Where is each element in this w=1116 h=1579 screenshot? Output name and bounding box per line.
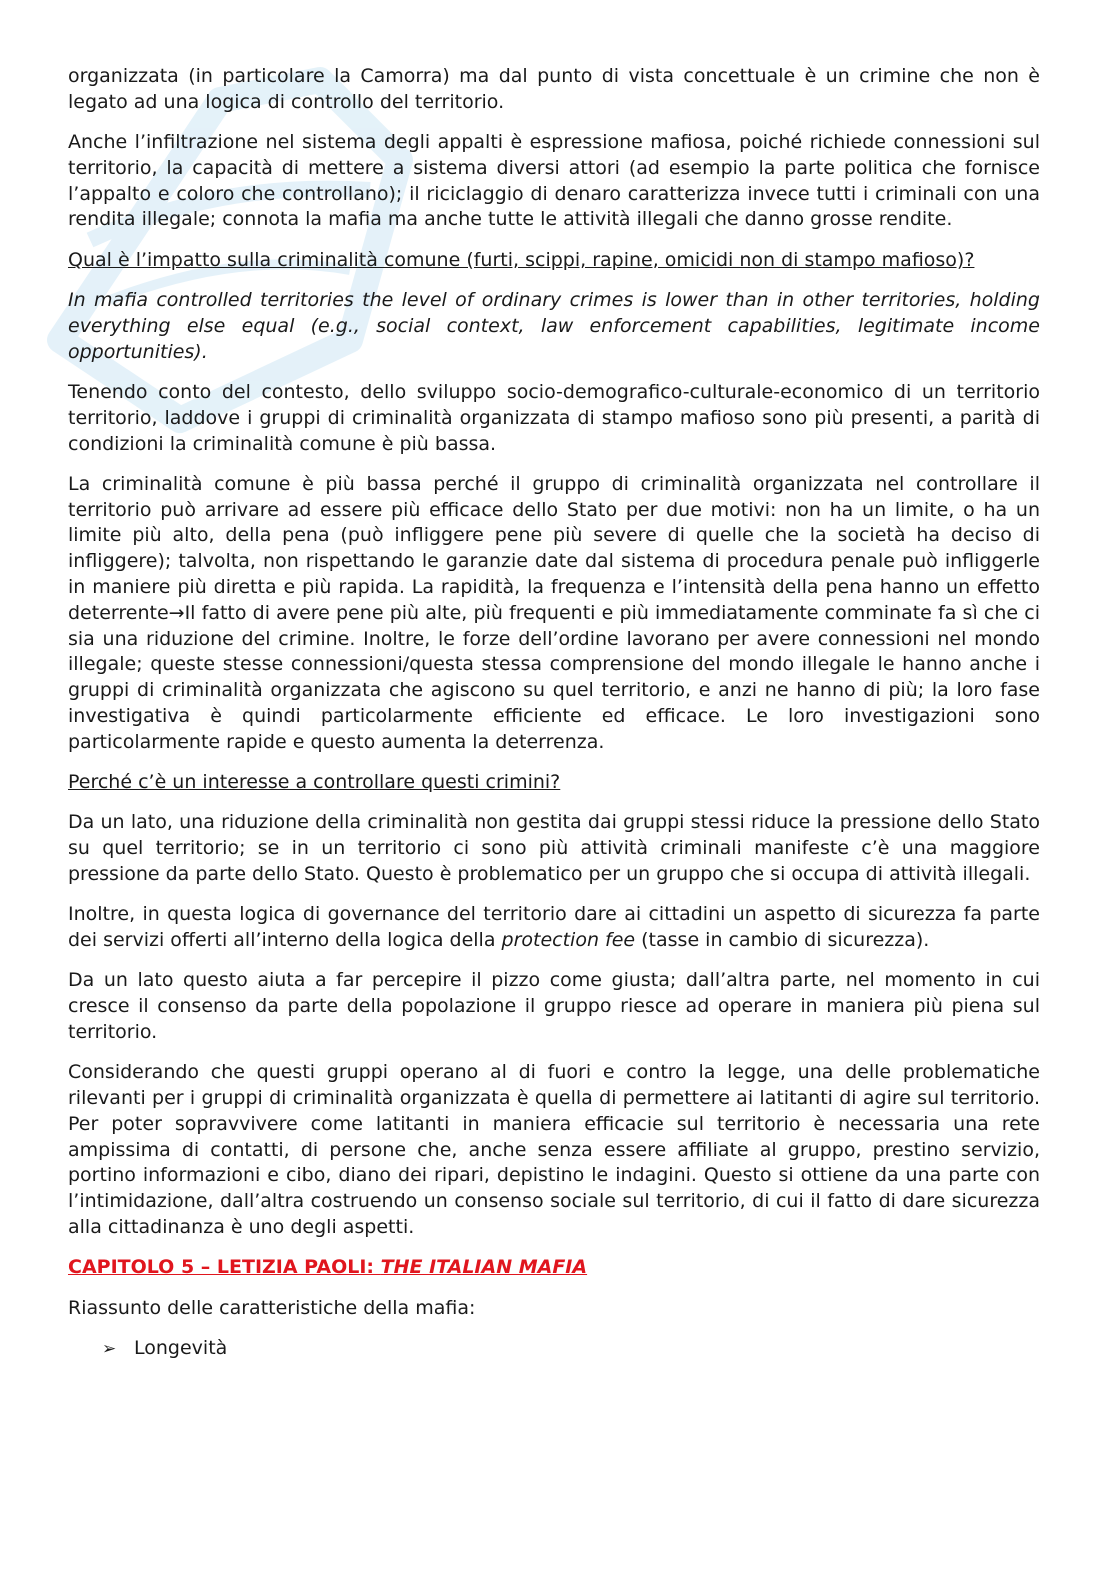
document-page	[68, 64, 1040, 1363]
paragraph-6	[68, 902, 1040, 954]
list-item-text: Longevità	[134, 1336, 228, 1359]
paragraph-4-part-b: Il fatto di avere pene più alte, più frequenti e più immediatamente comminate fa sì che ci sia una riduzione del crimine. Inoltre, le forze dell’ordine lavorano per avere connessioni nel mondo illegale; queste stesse connessioni/questa stessa comprensione del mondo illegale le hanno anche i gruppi di criminalità organizzata che agiscono su quel territorio, e anzi ne hanno di più; la loro fase investigativa è quindi particolarmente efficiente ed efficace. Le loro investigazioni sono particolarmente rapide e questo aumenta la deterrenza.	[68, 601, 1040, 753]
paragraph-2: Anche l’infiltrazione nel sistema degli appalti è espressione mafiosa, poiché richiede connessioni sul territorio, la capacità di mettere a sistema diversi attori (ad esempio la parte politica che fornisce l’appalto e coloro che controllano); il riciclaggio di denaro caratterizza invece tutti i criminali con una rendita illegale; connota la mafia ma anche tutte le attività illegali che danno grosse rendite.	[68, 131, 1040, 231]
arrow-right-icon: →	[168, 601, 185, 624]
paragraph-7: Da un lato questo aiuta a far percepire il pizzo come giusta; dall’altra parte, nel momento in cui cresce il consenso da parte della popolazione il gruppo riesce ad operare in maniera più piena sul territorio.	[68, 969, 1040, 1043]
chapter-heading	[68, 1255, 1040, 1281]
english-quote: In mafia controlled territories the level of ordinary crimes is lower than in other territories, holding everything else equal (e.g., social context, law enforcement capabilities, legitimate income opportunities).	[68, 289, 1040, 363]
paragraph-6-part-b: (tasse in cambio di sicurezza).	[635, 929, 930, 952]
chapter-prefix: CAPITOLO 5 – LETIZIA PAOLI:	[68, 1256, 381, 1279]
paragraph-3: Tenendo conto del contesto, dello sviluppo socio-demografico-culturale-economico di un territorio territorio, laddove i gruppi di criminalità organizzata di stampo mafioso sono più presenti, a parità di condizioni la criminalità comune è più bassa.	[68, 380, 1040, 455]
summary-intro: Riassunto delle caratteristiche della mafia:	[68, 1296, 476, 1319]
arrowhead-bullet-icon: ➢	[102, 1338, 117, 1359]
paragraph-6-part-a: Inoltre, in questa logica di governance del territorio dare ai cittadini un aspetto di sicurezza fa parte dei servizi offerti all’interno della logica della	[68, 903, 1040, 952]
paragraph-5: Da un lato, una riduzione della criminalità non gestita dai gruppi stessi riduce la pressione dello Stato su quel territorio; se in un territorio ci sono più attività criminali manifeste c’è una maggiore pressione da parte dello Stato. Questo è problematico per un gruppo che si occupa di attività illegali.	[68, 811, 1040, 886]
paragraph-8: Considerando che questi gruppi operano al di fuori e contro la legge, una delle problematiche rilevanti per i gruppi di criminalità organizzata è quella di permettere ai latitanti di agire sul territorio. Per poter sopravvivere come latitanti in maniera efficacie sul territorio è necessaria una rete ampissima di contatti, di persone che, anche senza essere affiliate al gruppo, prestino servizio, portino informazioni e cibo, diano dei ripari, depistino le indagini. Questo si ottiene da una parte con l’intimidazione, dall’altra costruendo un consenso sociale sul territorio, di cui il fatto di dare sicurezza alla cittadinanza è uno degli aspetti.	[68, 1061, 1040, 1239]
question-heading-2: Perché c’è un interesse a controllare questi crimini?	[68, 771, 561, 794]
question-heading-1: Qual è l’impatto sulla criminalità comune (furti, scippi, rapine, omicidi non di stampo mafioso)?	[68, 248, 975, 271]
paragraph-4-part-a: La criminalità comune è più bassa perché il gruppo di criminalità organizzata nel controllare il territorio può arrivare ad essere più efficace dello Stato per due motivi: non ha un limite, o ha un limite più alto, della pena (può infliggere pene più severe di quelle che la società ha deciso di infliggere); talvolta, non rispettando le garanzie date dal sistema di procedura penale può infliggerle in maniere più diretta e più rapida. La rapidità, la frequenza e l’intensità della pena hanno un effetto deterrente	[68, 472, 1040, 624]
paragraph-4	[68, 472, 1040, 756]
list-item	[102, 1336, 1040, 1363]
chapter-book-title: THE ITALIAN MAFIA	[380, 1256, 588, 1279]
protection-fee-term: protection fee	[501, 929, 636, 952]
paragraph-1: organizzata (in particolare la Camorra) ma dal punto di vista concettuale è un crimine che non è legato ad una logica di controllo del territorio.	[68, 65, 1040, 113]
